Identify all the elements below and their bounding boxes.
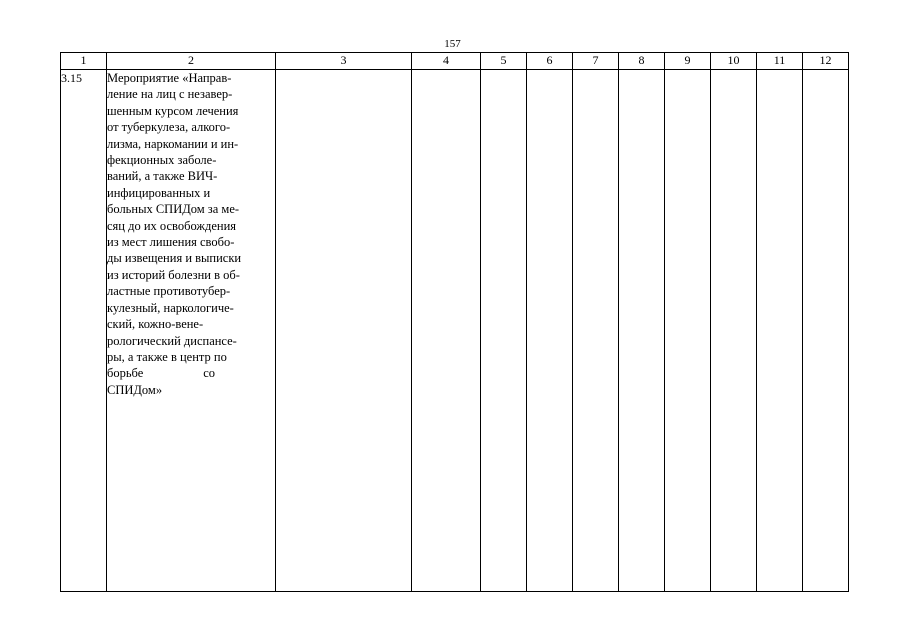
page-number: 157 [444,38,461,50]
text-line: шенным курсом лечения [107,103,239,118]
text-line-last: СПИДом» [107,382,163,397]
text-line: ваний, а также ВИЧ- [107,169,218,184]
text-line: инфицированных и [107,185,211,200]
cell-col-3 [276,70,412,592]
column-header-3: 3 [276,53,412,70]
text-line: ды извещения и выписки [107,251,242,266]
text-line: ский, кожно-вене- [107,317,204,332]
column-header-5: 5 [481,53,527,70]
text-line: фекционных заболе- [107,153,217,168]
cell-col-12 [803,70,849,592]
row-description [107,70,276,592]
column-header-4: 4 [412,53,481,70]
cell-col-11 [757,70,803,592]
column-header-7: 7 [573,53,619,70]
justified-text-line [107,365,275,381]
cell-col-4 [412,70,481,592]
column-header-10: 10 [711,53,757,70]
column-header-6: 6 [527,53,573,70]
cell-col-10 [711,70,757,592]
text-line: от туберкулеза, алкого- [107,120,231,135]
data-table [60,52,849,592]
cell-col-9 [665,70,711,592]
cell-col-7 [573,70,619,592]
text-line: ластные противотубер- [107,284,231,299]
row-number: 3.15 [61,70,107,592]
text-line: ры, а также в центр по [107,349,227,364]
text-line: Мероприятие «Направ- [107,71,232,85]
justified-word-left: борьбе [107,366,144,381]
column-header-1: 1 [61,53,107,70]
text-line: сяц до их освобождения [107,218,237,233]
cell-col-5 [481,70,527,592]
text-line: из историй болезни в об- [107,267,240,282]
text-line: кулезный, наркологиче- [107,300,234,315]
column-header-9: 9 [665,53,711,70]
text-line: больных СПИДом за ме- [107,202,240,217]
justified-word-right: со [203,366,216,381]
cell-col-8 [619,70,665,592]
column-header-12: 12 [803,53,849,70]
column-header-8: 8 [619,53,665,70]
text-line: лизма, наркомании и ин- [107,136,239,151]
table-row [61,70,849,592]
column-header-11: 11 [757,53,803,70]
header-row [61,53,849,70]
text-line: ление на лиц с незавер- [107,87,233,102]
text-line: рологический диспансе- [107,333,237,348]
cell-col-6 [527,70,573,592]
text-line: из мест лишения свобо- [107,235,235,250]
column-header-2: 2 [107,53,276,70]
